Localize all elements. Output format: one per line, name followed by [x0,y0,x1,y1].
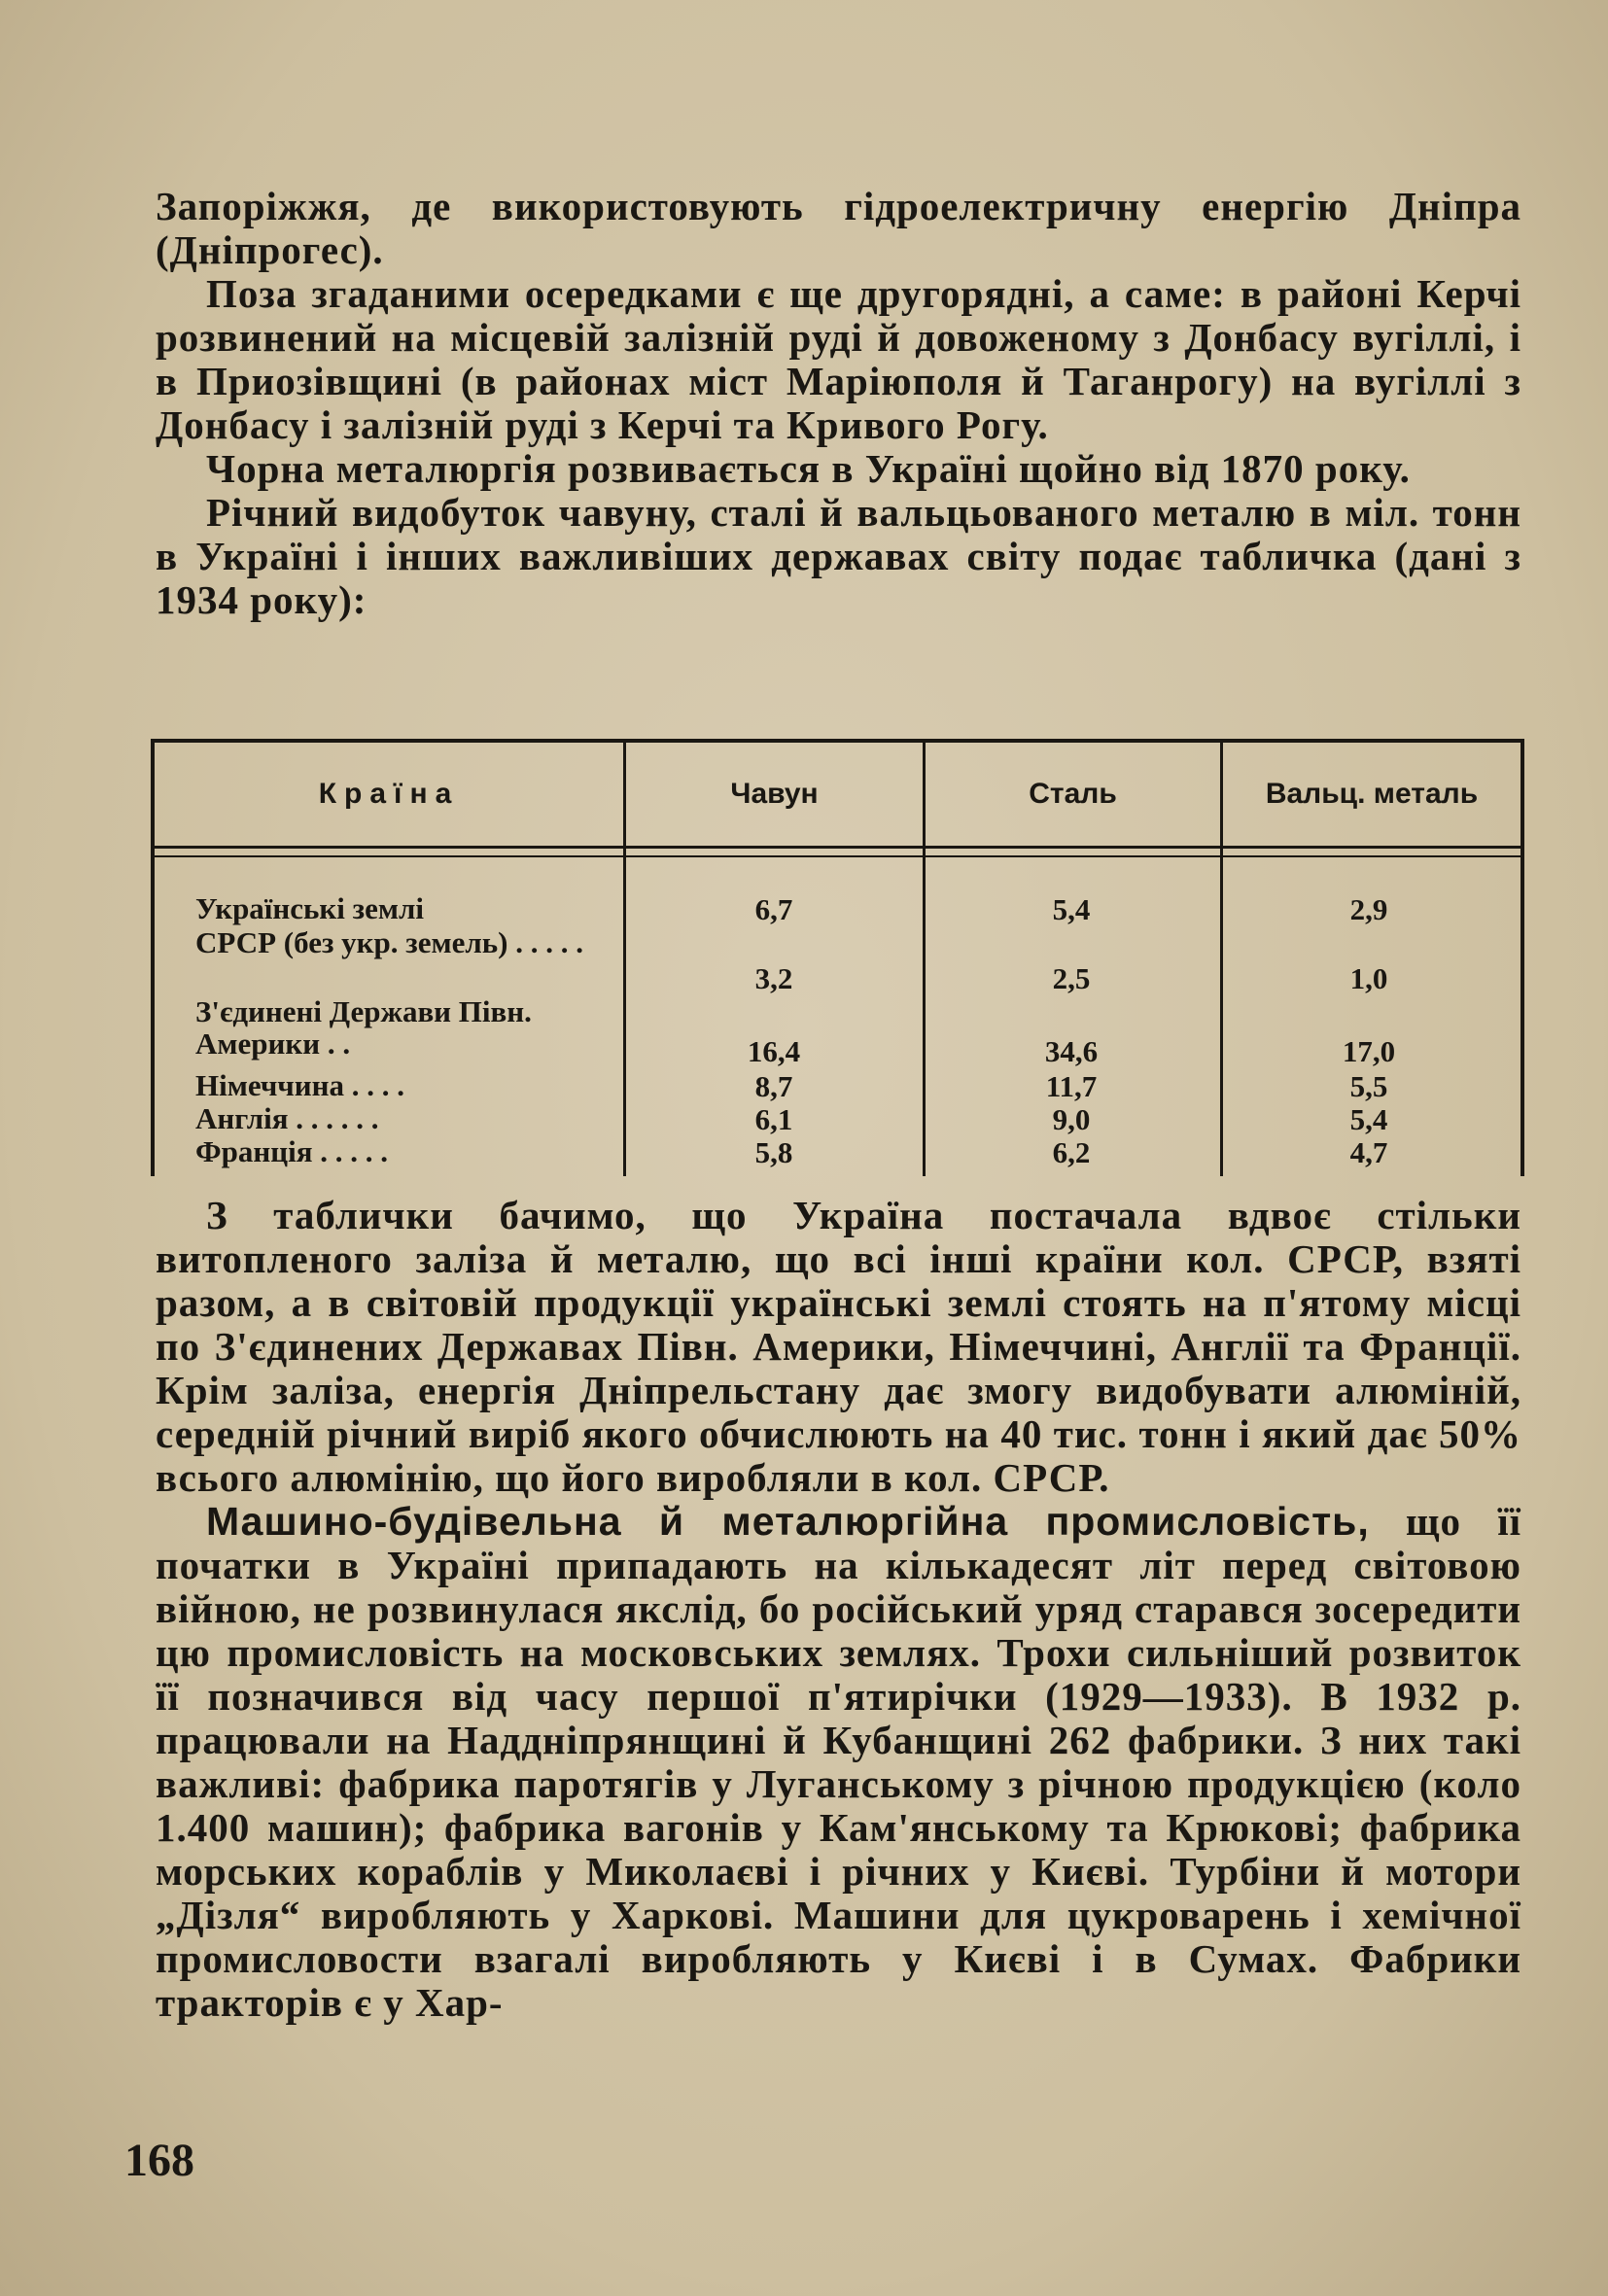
rolled-cell: 5,4 [1349,1102,1388,1136]
country-cell: СРСР (без укр. земель) . . . . . [195,925,583,959]
paragraph-2: Поза згаданими осередками є ще другорядні, а саме: в районі Керчі розвинений на місцевій залізній руді й довоженому з Донбасу вугіллі, і в Приозівщині (в районах міст Маріюполя й Таганрогу) на вугіллі з Донбасу і залізній руді з Керчі та Кривого Рогу. [156,271,1521,447]
steel-cell: 5,4 [1052,892,1091,926]
bottom-text [156,1194,1521,2025]
paragraph-1: Запоріжжя, де використовують гідроелектричну енергію Дніпра (Дніпрогес). [156,184,1521,272]
section-body: що її початки в Україні припадають на кількадесят літ перед світовою війною, не розвинулася якслід, бо російський уряд старався зосередити цю промисловість на московських землях. Трохи сильніший розвиток її позначився від часу першої п'ятирічки (1929—1933). В 1932 р. працювали на Наддніпрянщині й Кубанщині 262 фабрики. З них такі важливі: фабрика паротягів у Луганському з річною продукцією (коло 1.400 машин); фабрика вагонів у Кам'янському та Крюкові; фабрика морських кораблів у Миколаєві і річних у Києві. Турбіни й мотори „Дізля“ виробляють у Харкові. Машини для цукроварень і хемічної промисловости взагалі виробляють у Києві і в Сумах. Фабрики тракторів є у Хар- [156,1499,1521,2025]
steel-cell: 2,5 [1052,961,1091,995]
table-header-rule-double [151,855,1524,857]
country-cell: Англія . . . . . . [195,1101,379,1135]
pig-iron-cell: 6,7 [754,892,793,926]
pig-iron-cell: 6,1 [754,1102,793,1136]
steel-cell: 11,7 [1045,1069,1098,1103]
rolled-cell: 1,0 [1349,961,1388,995]
country-cell: Франція . . . . . [195,1134,388,1168]
rolled-cell: 17,0 [1342,1034,1396,1068]
header-pig-iron: Чавун [730,778,819,810]
steel-cell: 34,6 [1044,1034,1099,1068]
production-table [151,739,1524,1176]
page-number: 168 [124,2135,194,2186]
header-country: Країна [318,778,460,810]
pig-iron-cell: 3,2 [754,961,793,995]
section-lead: Машино-будівельна й металюргійна промисловість, [206,1499,1370,1544]
paragraph-6 [156,1500,1521,2025]
pig-iron-cell: 5,8 [754,1135,793,1169]
header-steel: Сталь [1029,778,1117,810]
header-rolled-metal: Вальц. метaль [1265,778,1479,810]
pig-iron-cell: 16,4 [747,1034,801,1068]
table-top-rule [151,739,1524,743]
paragraph-5: З таблички бачимо, що Україна постачала вдвоє стільки витопленого заліза й металю, що всі інші країни кол. СРСР, взяті разом, а в світовій продукції українські землі стоять на п'ятому місці по З'єдинених Державах Півн. Америки, Німеччині, Англії та Франції. Крім заліза, енергія Дніпрельстану дає змогу видобувати алюміній, середній річний виріб якого обчислюють на 40 тис. тонн і який дає 50% всього алюмінію, що його виробляли в кол. СРСР. [156,1193,1521,1500]
steel-cell: 6,2 [1052,1135,1091,1169]
paragraph-4: Річний видобуток чавуну, сталі й вальцьованого металю в міл. тонн в Україні і інших важливіших державах світу подає табличка (дані з 1934 року): [156,490,1521,622]
paragraph-3: Чорна металюргія розвивається в Україні щойно від 1870 року. [206,446,1411,491]
rolled-cell: 2,9 [1349,892,1388,926]
country-cell: З'єдинені Держави Півн. Америки . . [195,994,532,1061]
rolled-cell: 5,5 [1349,1069,1388,1103]
steel-cell: 9,0 [1052,1102,1091,1136]
rolled-cell: 4,7 [1349,1135,1388,1169]
country-cell: Німеччина . . . . [195,1068,405,1102]
country-cell: Українські землі [195,891,424,925]
top-text [156,185,1521,622]
table-header-rule [151,846,1524,849]
pig-iron-cell: 8,7 [754,1069,793,1103]
